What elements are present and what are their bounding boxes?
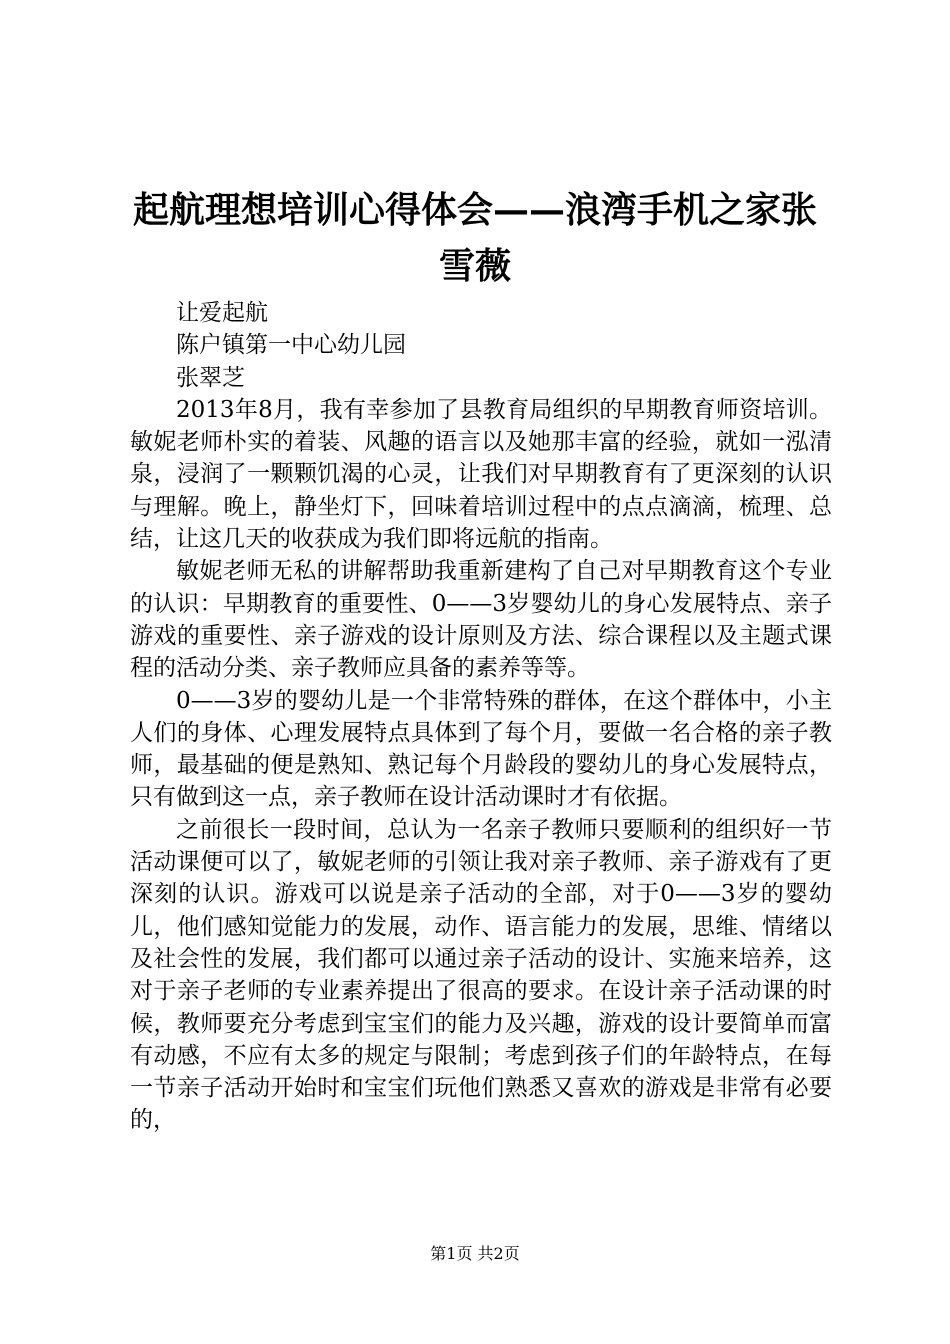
meta-line-author: 张翠芝 bbox=[176, 364, 245, 391]
paragraph: 之前很长一段时间，总认为一名亲子教师只要顺利的组织好一节活动课便可以了，敏妮老师的引领让我对亲子教师、亲子游戏有了更深刻的认识。游戏可以说是亲子活动的全部，对于0——3岁的婴幼儿，他们感知觉能力的发展，动作、语言能力的发展，思维、情绪以及社会性的发展，我们都可以通过亲子活动的设计、实施来培养，这对于亲子老师的专业素养提出了很高的要求。在设计亲子活动课的时候，教师要充分考虑到宝宝们的能力及兴趣，游戏的设计要简单而富有动感，不应有太多的规定与限制；考虑到孩子们的年龄特点，在每一节亲子活动开始时和宝宝们玩他们熟悉又喜欢的游戏是非常有必要的， bbox=[130, 816, 832, 1134]
paragraph: 敏妮老师无私的讲解帮助我重新建构了自己对早期教育这个专业的认识：早期教育的重要性、0——3岁婴幼儿的身心发展特点、亲子游戏的重要性、亲子游戏的设计原则及方法、综合课程以及主题式课程的活动分类、亲子教师应具备的素养等等。 bbox=[130, 558, 832, 682]
meta-line-school: 陈户镇第一中心幼儿园 bbox=[176, 332, 406, 359]
document-title: 起航理想培训心得体会——浪湾手机之家张雪薇 bbox=[132, 189, 817, 287]
document-body bbox=[130, 297, 832, 1137]
page-footer: 第1页 共2页 bbox=[430, 1244, 520, 1263]
paragraph: 2013年8月，我有幸参加了县教育局组织的早期教育师资培训。敏妮老师朴实的着装、风趣的语言以及她那丰富的经验，就如一泓清泉，浸润了一颗颗饥渴的心灵，让我们对早期教育有了更深刻的认识与理解。晚上，静坐灯下，回味着培训过程中的点点滴滴，梳理、总结，让这几天的收获成为我们即将远航的指南。 bbox=[130, 396, 832, 553]
paragraph: 0——3岁的婴幼儿是一个非常特殊的群体，在这个群体中，小主人们的身体、心理发展特点具体到了每个月，要做一名合格的亲子教师，最基础的便是熟知、熟记每个月龄段的婴幼儿的身心发展特点，只有做到这一点，亲子教师在设计活动课时才有依据。 bbox=[130, 687, 832, 811]
meta-line-slogan: 让爱起航 bbox=[176, 300, 268, 326]
